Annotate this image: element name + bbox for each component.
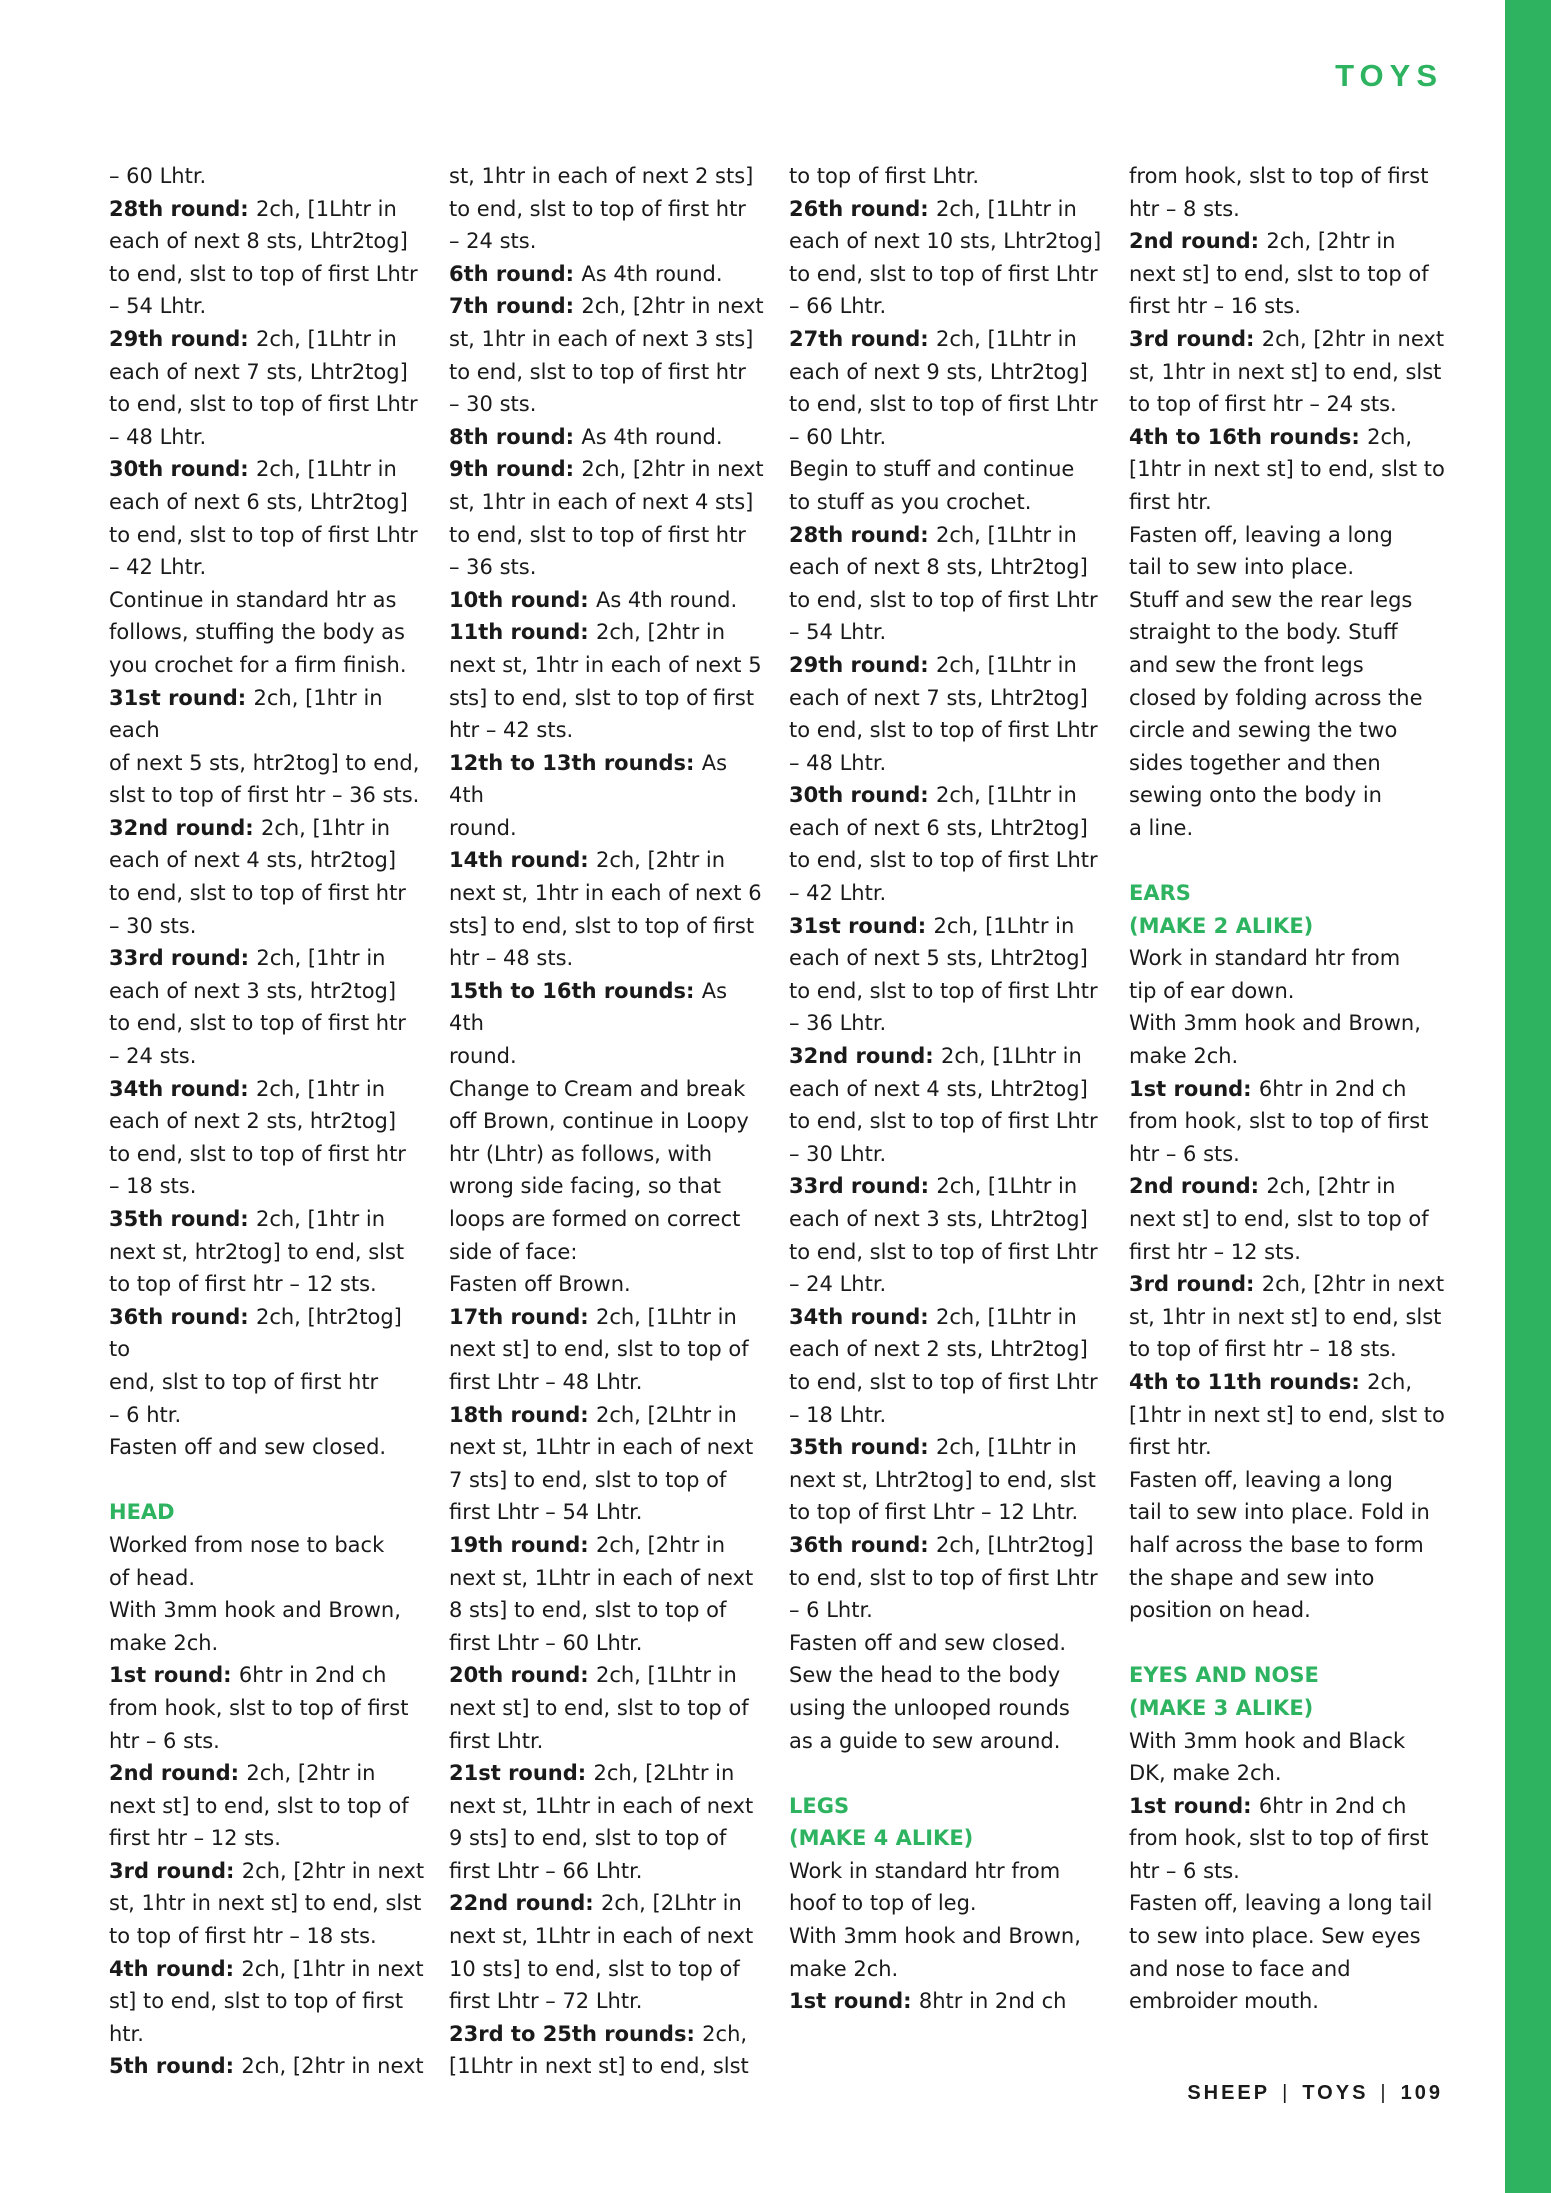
round-label: 28th round: (789, 522, 936, 547)
round-instruction: 2ch, [1Lhtr in each of next 3 sts, Lhtr2tog] to end, slst to top of first Lhtr – 24 Lhtr. (789, 1174, 1098, 1297)
instruction-text (1129, 519, 1447, 584)
round-label: 8th round: (449, 424, 582, 449)
round-instruction: – 60 Lhtr. (109, 164, 207, 188)
pattern-round (1129, 1170, 1447, 1268)
round-label: 35th round: (109, 1207, 256, 1231)
round-instruction: Fasten off, leaving a long tail to sew into place. Fold in half across the base to form the shape and sew into position on head. (1129, 1467, 1430, 1623)
round-instruction: 2ch, [2htr in next st, 1htr in each of next 6 sts] to end, slst to top of first htr – 48 sts. (449, 848, 762, 971)
round-label: 27th round: (789, 326, 936, 351)
pattern-round (789, 519, 1107, 649)
round-instruction: 2ch, [Lhtr2tog] to end, slst to top of first Lhtr – 6 Lhtr. (789, 1532, 1098, 1623)
pattern-body (109, 160, 1447, 2083)
round-label: 29th round: (109, 326, 256, 351)
round-instruction: 2ch, [2htr in next st, 1htr in next st] to end, slst to top of first htr – 18 sts. (1129, 1272, 1445, 1362)
instruction-text (1129, 1725, 1447, 1790)
text-column-4 (1129, 160, 1447, 2083)
round-label: 5th round: (109, 2054, 242, 2079)
round-label: 3rd round: (1129, 1272, 1262, 1297)
round-label: 2nd round: (109, 1761, 247, 1786)
pattern-round (1129, 1073, 1447, 1171)
round-instruction: 2ch, [1Lhtr in each of next 9 sts, Lhtr2tog] to end, slst to top of first Lhtr – 60 Lhtr. (789, 326, 1098, 449)
round-instruction: 2ch, [1Lhtr in next st, Lhtr2tog] to end, slst to top of first Lhtr – 12 Lhtr. (789, 1435, 1096, 1525)
pattern-round (449, 844, 767, 974)
pattern-round (1129, 1790, 1447, 1888)
round-instruction: Stuff and sew the rear legs straight to the body. Stuff and sew the front legs closed by folding across the circle and sewing the two sides together and then sewing onto the body in a line. (1129, 587, 1423, 840)
page-number: 109 (1400, 2082, 1443, 2104)
pattern-round (449, 1659, 767, 1757)
round-label: 36th round: (109, 1304, 256, 1329)
pattern-round (109, 1953, 427, 2051)
pattern-round (109, 1757, 427, 1855)
round-instruction: Begin to stuff and continue to stuff as you crochet. (789, 457, 1075, 514)
instruction-text (789, 1920, 1107, 1985)
round-instruction: 2ch, [2htr in next st] to end, slst to top of first htr – 12 sts. (109, 1761, 409, 1851)
round-instruction: 2ch, [2htr in next st, 1htr in next st] to end, slst to top of first htr – 18 sts. (109, 1858, 425, 1949)
round-instruction: With 3mm hook and Brown, make 2ch. (789, 1924, 1081, 1981)
footer-section: TOYS (1302, 2082, 1369, 2104)
pattern-round (449, 616, 767, 746)
pattern-round (789, 1431, 1107, 1529)
round-label: 18th round: (449, 1402, 596, 1427)
pattern-round (449, 584, 767, 617)
pattern-round (109, 1203, 427, 1301)
round-instruction: Fasten off and sew closed. Sew the head to the body using the unlooped rounds as a guide to sew around. (789, 1630, 1070, 1753)
instruction-text (789, 1855, 1107, 1920)
round-instruction: 2ch, [2htr in next st] to end, slst to top of first htr – 16 sts. (1129, 229, 1429, 319)
pattern-round (789, 193, 1107, 323)
pattern-round (109, 2050, 427, 2083)
instruction-text (109, 160, 427, 193)
round-instruction: to top of first Lhtr. (789, 164, 980, 188)
pattern-round (109, 453, 427, 583)
instruction-text (1129, 942, 1447, 1007)
round-instruction: 2ch, [1Lhtr in next st] to end, slst (449, 2021, 749, 2079)
pattern-round (1129, 323, 1447, 421)
pattern-round (449, 1887, 767, 2017)
round-instruction: 2ch, [1Lhtr in each of next 10 sts, Lhtr2tog] to end, slst to top of first Lhtr – 66 Lhtr. (789, 196, 1102, 319)
round-instruction: Change to Cream and break off Brown, continue in Loopy htr (Lhtr) as follows, with wrong side facing, so that loops are formed on correct side of face: (449, 1076, 749, 1264)
pattern-round (789, 1170, 1107, 1300)
round-instruction: 2ch, [1Lhtr in each of next 8 sts, Lhtr2tog] to end, slst to top of first Lhtr – 54 Lhtr. (109, 196, 418, 319)
round-label: 29th round: (789, 652, 936, 677)
instruction-text (109, 1431, 427, 1464)
text-column-3 (789, 160, 1107, 2083)
round-instruction: With 3mm hook and Brown, make 2ch. (1129, 1011, 1421, 1069)
round-instruction: 8htr in 2nd ch (918, 1989, 1067, 2014)
round-instruction: Work in standard htr from tip of ear down. (1129, 946, 1401, 1003)
round-label: 22nd round: (449, 1891, 601, 1916)
round-label: 1st round: (109, 1663, 239, 1688)
instruction-text (789, 1627, 1107, 1757)
round-label: 4th round: (109, 1956, 242, 1981)
round-instruction: 2ch, [2Lhtr in next st, 1Lhtr in each of next 9 sts] to end, slst to top of first Lhtr – 66 Lhtr. (449, 1761, 754, 1883)
round-label: 4th to 16th rounds: (1129, 424, 1368, 449)
round-instruction: As 4th round. (595, 587, 738, 612)
round-label: 3rd round: (109, 1858, 242, 1883)
pattern-round (789, 323, 1107, 453)
pattern-round (449, 421, 767, 454)
footer-separator: | (1282, 2082, 1291, 2104)
round-instruction: As 4th round. (449, 750, 728, 840)
round-instruction: 6htr in 2nd ch from hook, slst to top of first htr – 6 sts. (1129, 1076, 1429, 1166)
pattern-round (449, 1529, 767, 1659)
round-label: 3rd round: (1129, 326, 1262, 351)
round-label: 6th round: (449, 261, 582, 286)
pattern-round (789, 1040, 1107, 1170)
round-label: 19th round: (449, 1532, 596, 1557)
round-instruction: 2ch, [1htr in each of next 4 sts, htr2tog] to end, slst to top of first htr – 30 sts. (109, 815, 406, 938)
round-label: 1st round: (1129, 1076, 1259, 1101)
round-instruction: Work in standard htr from hoof to top of leg. (789, 1858, 1061, 1916)
pattern-round (109, 812, 427, 942)
round-instruction: As 4th round. (581, 424, 723, 449)
pattern-round (109, 193, 427, 323)
pattern-round (449, 1301, 767, 1399)
round-label: 1st round: (1129, 1793, 1259, 1818)
round-instruction: 2ch, [2htr in next st, 1htr in each of next 3 sts] to end, slst to top of first htr – 30 sts. (449, 294, 764, 417)
section-header: TOYS (1335, 58, 1443, 93)
round-label: 30th round: (789, 783, 936, 808)
round-instruction: st, 1htr in each of next 2 sts] to end, slst to top of first htr – 24 sts. (449, 164, 754, 254)
round-label: 11th round: (449, 620, 596, 645)
round-instruction: 6htr in 2nd ch from hook, slst to top of first htr – 6 sts. (1129, 1793, 1429, 1883)
round-instruction: 2ch, [1Lhtr in each of next 7 sts, Lhtr2tog] to end, slst to top of first Lhtr – 48 Lhtr. (789, 652, 1098, 775)
round-label: 4th to 11th rounds: (1129, 1369, 1368, 1394)
round-label: 32nd round: (109, 815, 261, 840)
instruction-text (1129, 1887, 1447, 2017)
pattern-round (109, 1659, 427, 1757)
round-label: 31st round: (789, 913, 934, 938)
pattern-round (109, 942, 427, 1072)
pattern-round (449, 747, 767, 845)
round-label: 34th round: (789, 1304, 936, 1329)
pattern-round (109, 682, 427, 812)
pattern-round (449, 975, 767, 1073)
pattern-round (109, 1855, 427, 1953)
round-instruction: Continue in standard htr as follows, stuffing the body as you crochet for a firm finish. (109, 587, 407, 677)
round-instruction: Fasten off and sew closed. (109, 1435, 387, 1460)
round-instruction: 2ch, [1htr in each of next 2 sts, htr2tog] to end, slst to top of first htr – 18 sts. (109, 1076, 406, 1199)
pattern-round (449, 1757, 767, 1887)
round-label: 20th round: (449, 1663, 596, 1688)
pattern-round (1129, 421, 1447, 519)
pattern-round (109, 1073, 427, 1203)
round-instruction: As 4th round. (581, 261, 723, 286)
round-instruction: With 3mm hook and Brown, make 2ch. (109, 1598, 401, 1655)
instruction-text (449, 1268, 767, 1301)
footer-separator: | (1380, 2082, 1389, 2104)
instruction-text (109, 584, 427, 682)
round-instruction: 2ch, [2htr in next st, 1htr in each of next 4 sts] to end, slst to top of first htr – 36 sts. (449, 457, 764, 580)
pattern-round (789, 1985, 1107, 2018)
round-label: 10th round: (449, 587, 596, 612)
round-label: 2nd round: (1129, 229, 1267, 254)
pattern-round (789, 779, 1107, 909)
footer-pattern-name: SHEEP (1187, 2082, 1271, 2104)
round-label: 12th to 13th rounds: (449, 750, 702, 775)
round-label: 33rd round: (109, 946, 257, 971)
round-label: 1st round: (789, 1989, 919, 2014)
round-instruction: 2ch, [1htr in next st] to end, slst to top of first htr. (109, 1956, 424, 2046)
round-instruction: 2ch, [1Lhtr in each of next 8 sts, Lhtr2tog] to end, slst to top of first Lhtr – 54 Lhtr. (789, 522, 1098, 645)
round-label: 35th round: (789, 1435, 936, 1460)
round-instruction: Worked from nose to back of head. (109, 1532, 385, 1590)
round-instruction: Fasten off, leaving a long tail to sew into place. (1129, 522, 1393, 580)
round-label: 31st round: (109, 685, 254, 710)
pattern-round (1129, 1268, 1447, 1366)
pattern-round (789, 910, 1107, 1040)
instruction-text (109, 1594, 427, 1659)
round-label: 7th round: (449, 294, 582, 319)
round-instruction: from hook, slst to top of first htr – 8 sts. (1129, 164, 1429, 221)
round-instruction: 2ch, [1Lhtr in each of next 2 sts, Lhtr2tog] to end, slst to top of first Lhtr – 18 Lhtr. (789, 1304, 1098, 1427)
round-instruction: 2ch, [2htr in next (241, 2054, 424, 2079)
pattern-round (449, 453, 767, 583)
section-heading: HEAD (109, 1500, 175, 1525)
pattern-round (789, 649, 1107, 779)
round-label: 34th round: (109, 1076, 256, 1101)
round-instruction: 2ch, [1Lhtr in next st] to end, slst to top of first Lhtr – 48 Lhtr. (449, 1304, 749, 1394)
round-instruction: With 3mm hook and Black DK, make 2ch. (1129, 1728, 1406, 1786)
pattern-round (449, 2018, 767, 2083)
round-instruction: As 4th round. (449, 978, 728, 1069)
round-label: 17th round: (449, 1304, 596, 1329)
page-footer (1187, 2082, 1443, 2105)
instruction-text (1129, 1464, 1447, 1627)
instruction-text (789, 160, 1107, 193)
round-label: 30th round: (109, 457, 256, 482)
round-label: 32nd round: (789, 1044, 941, 1069)
section-heading: LEGS (MAKE 4 ALIKE) (789, 1793, 974, 1851)
round-instruction: 6htr in 2nd ch from hook, slst to top of first htr – 6 sts. (109, 1663, 409, 1753)
round-instruction: 2ch, [1htr in next st] to end, slst to first htr. (1129, 1369, 1445, 1460)
instruction-text (449, 160, 767, 258)
round-instruction: 2ch, [1htr in next st] to end, slst to first htr. (1129, 424, 1445, 514)
round-instruction: 2ch, [htr2tog] to end, slst to top of first htr – 6 htr. (109, 1304, 402, 1427)
text-column-1 (109, 160, 427, 2083)
instruction-text (1129, 584, 1447, 845)
round-instruction: 2ch, [2Lhtr in next st, 1Lhtr in each of next 7 sts] to end, slst to top of first Lhtr – 54 Lhtr. (449, 1402, 754, 1525)
round-instruction: 2ch, [2htr in next st, 1htr in each of next 5 sts] to end, slst to top of first htr – 42 sts. (449, 620, 762, 743)
pattern-round (1129, 225, 1447, 323)
round-label: 21st round: (449, 1761, 594, 1786)
page-edge-color-bar (1505, 0, 1551, 2193)
section-heading: EYES AND NOSE (MAKE 3 ALIKE) (1129, 1663, 1319, 1720)
round-label: 2nd round: (1129, 1174, 1267, 1199)
round-instruction: 2ch, [1Lhtr in each of next 6 sts, Lhtr2tog] to end, slst to top of first Lhtr – 42 Lhtr. (109, 457, 418, 580)
round-instruction: 2ch, [2htr in next st, 1Lhtr in each of next 8 sts] to end, slst to top of first Lhtr – 60 Lhtr. (449, 1532, 754, 1655)
round-label: 15th to 16th rounds: (449, 978, 702, 1003)
round-instruction: 2ch, [2Lhtr in next st, 1Lhtr in each of next 10 sts] to end, slst to top of first Lhtr – 72 Lhtr. (449, 1891, 754, 2014)
round-instruction: Fasten off Brown. (449, 1272, 631, 1297)
round-instruction: 2ch, [1Lhtr in next st] to end, slst to top of first Lhtr. (449, 1663, 749, 1753)
round-instruction: 2ch, [2htr in next st] to end, slst to top of first htr – 12 sts. (1129, 1174, 1429, 1264)
instruction-text (1129, 1007, 1447, 1072)
text-column-2 (449, 160, 767, 2083)
pattern-round (109, 1301, 427, 1431)
pattern-round (1129, 1366, 1447, 1464)
section-heading: EARS (MAKE 2 ALIKE) (1129, 881, 1314, 938)
round-instruction: 2ch, [1htr in each of next 3 sts, htr2tog] to end, slst to top of first htr – 24 sts. (109, 946, 406, 1069)
pattern-round (109, 323, 427, 453)
round-instruction: 2ch, [1Lhtr in each of next 6 sts, Lhtr2tog] to end, slst to top of first Lhtr – 42 Lhtr. (789, 783, 1098, 906)
pattern-round (789, 1529, 1107, 1627)
instruction-text (789, 453, 1107, 518)
round-instruction: 2ch, [1Lhtr in each of next 5 sts, Lhtr2tog] to end, slst to top of first Lhtr – 36 Lhtr. (789, 913, 1098, 1036)
instruction-text (109, 1529, 427, 1594)
round-instruction: 2ch, [1Lhtr in each of next 7 sts, Lhtr2tog] to end, slst to top of first Lhtr – 48 Lhtr. (109, 326, 418, 449)
round-label: 26th round: (789, 196, 936, 221)
round-label: 14th round: (449, 848, 596, 873)
round-instruction: 2ch, [1Lhtr in each of next 4 sts, Lhtr2tog] to end, slst to top of first Lhtr – 30 Lhtr. (789, 1044, 1098, 1166)
round-instruction: Fasten off, leaving a long tail to sew into place. Sew eyes and nose to face and embroider mouth. (1129, 1891, 1433, 2014)
round-label: 33rd round: (789, 1174, 937, 1199)
pattern-round (789, 1301, 1107, 1431)
pattern-round (449, 290, 767, 420)
round-instruction: 2ch, [1htr in next st, htr2tog] to end, slst to top of first htr – 12 sts. (109, 1207, 405, 1297)
round-label: 9th round: (449, 457, 582, 482)
round-instruction: 2ch, [2htr in next st, 1htr in next st] to end, slst to top of first htr – 24 sts. (1129, 326, 1445, 417)
pattern-round (449, 258, 767, 291)
round-instruction: 2ch, [1htr in each of next 5 sts, htr2tog] to end, slst to top of first htr – 36 sts. (109, 685, 420, 808)
round-label: 36th round: (789, 1532, 936, 1557)
round-label: 28th round: (109, 196, 256, 221)
instruction-text (1129, 160, 1447, 225)
instruction-text (449, 1073, 767, 1269)
round-label: 23rd to 25th rounds: (449, 2021, 703, 2046)
pattern-round (449, 1399, 767, 1529)
